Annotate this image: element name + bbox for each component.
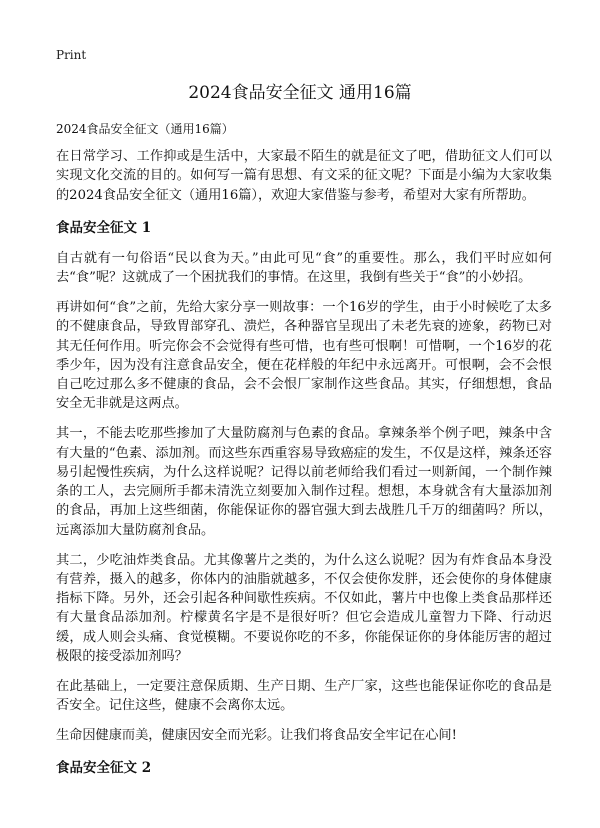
paragraph: 其一，不能去吃那些掺加了大量防腐剂与色素的食品。拿辣条举个例子吧，辣条中含有大量的“色素、添加剂。而这些东西重容易导致癌症的发生，不仅是这样，辣条还容易引起慢性疾病，为什么这样说呢？记得以前老师给我们看过一则新闻，一个制作辣条的工人，去完厕所手都未清洗立刻要加入制作过程。想想，本身就含有大量添加剂的食品，再加上这些细菌，你能保证你的器官强大到去战胜几千万的细菌吗？所以，远离添加大量防腐剂食品。 [56, 426, 552, 538]
paragraph: 自古就有一句俗语“民以食为天。”由此可见“食”的重要性。那么，我们平时应如何去“食”呢？这就成了一个困扰我们的事情。在这里，我倒有些关于“食”的小妙招。 [56, 250, 552, 286]
intro-paragraph: 在日常学习、工作抑或是生活中，大家最不陌生的就是征文了吧，借助征文人们可以实现文化交流的目的。如何写一篇有思想、有文采的征文呢？下面是小编为大家收集的2024食品安全征文（通用16篇），欢迎大家借鉴与参考，希望对大家有所帮助。 [56, 149, 552, 203]
document-subtitle: 2024食品安全征文（通用16篇） [56, 122, 234, 136]
paragraph: 其二，少吃油炸类食品。尤其像薯片之类的，为什么这么说呢？因为有炸食品本身没有营养，摄入的越多，你体内的油脂就越多，不仅会使你发胖，还会使你的身体健康指标下降。另外，还会引起各种间歇性疾病。不仅如此，薯片中也像上类食品那样还有大量食品添加剂。柠檬黄名字是不是很好听？但它会造成儿童智力下降、行动迟缓，成人则会头痛、食觉模糊。不要说你吃的不多，你能保证你的身体能厉害的超过极限的接受添加剂吗？ [56, 552, 552, 665]
section-heading-2: 食品安全征文 2 [56, 760, 152, 777]
paragraph: 再讲如何“食”之前，先给大家分享一则故事：一个16岁的学生，由于小时候吃了太多的不健康食品，导致胃部穿孔、溃烂，各种器官呈现出了未老先衰的迹象，药物已对其无任何作用。听完你会不会觉得有些可惜，也有些可恨啊！可惜啊，一个16岁的花季少年，因为没有注意食品安全，便在花样般的年纪中永远离开。可恨啊，会不会恨自己吃过那么多不健康的食品，会不会恨厂家制作这些食品。其实，仔细想想，食品安全无非就是这两点。 [56, 299, 552, 412]
paragraph: 生命因健康而美，健康因安全而光彩。让我们将食品安全牢记在心间! [56, 727, 457, 743]
section-heading-1: 食品安全征文 1 [56, 219, 152, 236]
print-link[interactable]: Print [56, 48, 87, 62]
document-title: 2024食品安全征文 通用16篇 [188, 83, 412, 103]
document-body [56, 121, 552, 789]
paragraph: 在此基础上，一定要注意保质期、生产日期、生产厂家，这些也能保证你吃的食品是否安全。记住这些，健康不会离你太远。 [56, 678, 552, 714]
